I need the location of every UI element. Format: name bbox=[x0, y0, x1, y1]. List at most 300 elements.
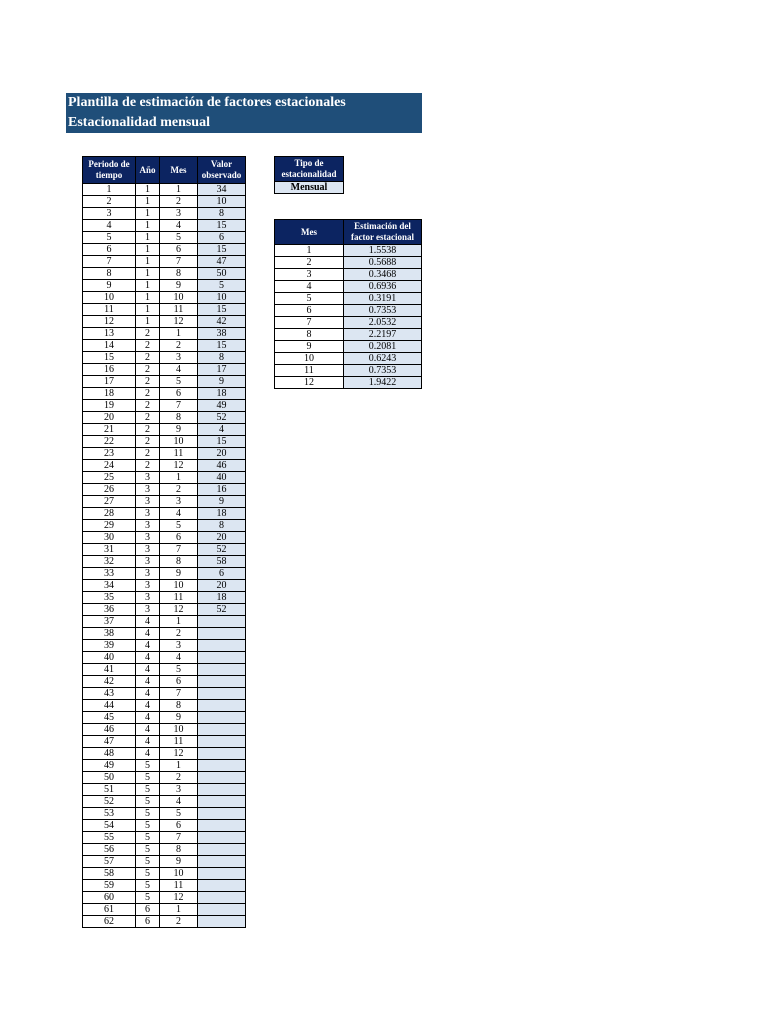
observed-value-cell[interactable] bbox=[198, 748, 246, 760]
period-cell: 37 bbox=[83, 616, 136, 628]
factor-month-cell: 1 bbox=[275, 245, 344, 257]
table-row bbox=[83, 772, 246, 784]
table-row bbox=[83, 556, 246, 568]
period-cell: 11 bbox=[83, 304, 136, 316]
table-row bbox=[83, 700, 246, 712]
year-cell: 4 bbox=[136, 652, 160, 664]
period-cell: 7 bbox=[83, 256, 136, 268]
table-row bbox=[83, 892, 246, 904]
month-cell: 7 bbox=[160, 832, 198, 844]
observed-value-cell[interactable]: 50 bbox=[198, 268, 246, 280]
table-row bbox=[83, 436, 246, 448]
month-cell: 11 bbox=[160, 880, 198, 892]
table-row bbox=[83, 328, 246, 340]
observed-value-cell[interactable]: 52 bbox=[198, 544, 246, 556]
observed-value-cell[interactable] bbox=[198, 736, 246, 748]
table-row bbox=[83, 868, 246, 880]
table-row bbox=[83, 688, 246, 700]
observed-value-cell[interactable]: 40 bbox=[198, 472, 246, 484]
table-row bbox=[83, 256, 246, 268]
observed-value-cell[interactable] bbox=[198, 760, 246, 772]
table-row bbox=[83, 592, 246, 604]
table-row bbox=[83, 748, 246, 760]
table-row bbox=[83, 652, 246, 664]
table-row bbox=[83, 448, 246, 460]
observed-value-cell[interactable]: 46 bbox=[198, 460, 246, 472]
year-cell: 5 bbox=[136, 760, 160, 772]
year-cell: 4 bbox=[136, 748, 160, 760]
seasonality-type-value[interactable]: Mensual bbox=[275, 182, 344, 194]
observed-value-cell[interactable]: 42 bbox=[198, 316, 246, 328]
year-cell: 1 bbox=[136, 208, 160, 220]
observed-value-cell[interactable]: 47 bbox=[198, 256, 246, 268]
header-periodo: Periodo de tiempo bbox=[83, 157, 136, 184]
factor-value-cell: 2.0532 bbox=[344, 317, 422, 329]
year-cell: 3 bbox=[136, 532, 160, 544]
table-row bbox=[83, 904, 246, 916]
observed-value-cell[interactable] bbox=[198, 628, 246, 640]
year-cell: 2 bbox=[136, 412, 160, 424]
factor-row bbox=[275, 365, 422, 377]
month-cell: 4 bbox=[160, 652, 198, 664]
month-cell: 2 bbox=[160, 484, 198, 496]
month-cell: 3 bbox=[160, 352, 198, 364]
factor-month-cell: 7 bbox=[275, 317, 344, 329]
observed-value-cell[interactable] bbox=[198, 652, 246, 664]
table-row bbox=[83, 376, 246, 388]
observed-value-cell[interactable]: 58 bbox=[198, 556, 246, 568]
table-row bbox=[83, 184, 246, 196]
month-cell: 8 bbox=[160, 844, 198, 856]
table-row bbox=[83, 424, 246, 436]
period-cell: 14 bbox=[83, 340, 136, 352]
month-cell: 1 bbox=[160, 904, 198, 916]
month-cell: 3 bbox=[160, 640, 198, 652]
period-cell: 4 bbox=[83, 220, 136, 232]
month-cell: 6 bbox=[160, 244, 198, 256]
table-row bbox=[83, 880, 246, 892]
year-cell: 2 bbox=[136, 448, 160, 460]
month-cell: 6 bbox=[160, 388, 198, 400]
period-cell: 32 bbox=[83, 556, 136, 568]
table-row bbox=[83, 304, 246, 316]
year-cell: 3 bbox=[136, 496, 160, 508]
table-row bbox=[83, 820, 246, 832]
period-cell: 62 bbox=[83, 916, 136, 928]
year-cell: 5 bbox=[136, 868, 160, 880]
month-cell: 5 bbox=[160, 376, 198, 388]
period-cell: 5 bbox=[83, 232, 136, 244]
observed-value-cell[interactable] bbox=[198, 844, 246, 856]
year-cell: 1 bbox=[136, 268, 160, 280]
year-cell: 2 bbox=[136, 340, 160, 352]
month-cell: 9 bbox=[160, 856, 198, 868]
period-cell: 36 bbox=[83, 604, 136, 616]
month-cell: 6 bbox=[160, 820, 198, 832]
observed-value-cell[interactable]: 52 bbox=[198, 412, 246, 424]
period-cell: 56 bbox=[83, 844, 136, 856]
observed-value-cell[interactable] bbox=[198, 880, 246, 892]
period-cell: 3 bbox=[83, 208, 136, 220]
observed-value-cell[interactable] bbox=[198, 772, 246, 784]
header-ano: Año bbox=[136, 157, 160, 184]
period-cell: 45 bbox=[83, 712, 136, 724]
factor-month-cell: 12 bbox=[275, 377, 344, 389]
period-cell: 54 bbox=[83, 820, 136, 832]
observed-value-cell[interactable]: 18 bbox=[198, 592, 246, 604]
period-cell: 47 bbox=[83, 736, 136, 748]
observed-value-cell[interactable]: 20 bbox=[198, 532, 246, 544]
observed-value-cell[interactable]: 9 bbox=[198, 376, 246, 388]
year-cell: 5 bbox=[136, 784, 160, 796]
year-cell: 5 bbox=[136, 772, 160, 784]
table-row bbox=[83, 508, 246, 520]
year-cell: 3 bbox=[136, 592, 160, 604]
period-cell: 57 bbox=[83, 856, 136, 868]
month-cell: 10 bbox=[160, 292, 198, 304]
observed-value-cell[interactable]: 15 bbox=[198, 220, 246, 232]
year-cell: 4 bbox=[136, 676, 160, 688]
year-cell: 4 bbox=[136, 724, 160, 736]
observed-value-cell[interactable] bbox=[198, 904, 246, 916]
observed-value-cell[interactable] bbox=[198, 676, 246, 688]
period-cell: 25 bbox=[83, 472, 136, 484]
observed-value-cell[interactable]: 20 bbox=[198, 580, 246, 592]
year-cell: 6 bbox=[136, 916, 160, 928]
year-cell: 3 bbox=[136, 568, 160, 580]
observed-value-cell[interactable] bbox=[198, 868, 246, 880]
observed-value-cell[interactable]: 20 bbox=[198, 448, 246, 460]
observed-value-cell[interactable]: 8 bbox=[198, 352, 246, 364]
month-cell: 7 bbox=[160, 688, 198, 700]
year-cell: 1 bbox=[136, 244, 160, 256]
period-cell: 40 bbox=[83, 652, 136, 664]
observed-value-cell[interactable] bbox=[198, 808, 246, 820]
table-row bbox=[83, 208, 246, 220]
period-cell: 20 bbox=[83, 412, 136, 424]
factor-row bbox=[275, 329, 422, 341]
month-cell: 8 bbox=[160, 412, 198, 424]
year-cell: 4 bbox=[136, 616, 160, 628]
period-cell: 29 bbox=[83, 520, 136, 532]
factor-value-cell: 0.3191 bbox=[344, 293, 422, 305]
period-cell: 23 bbox=[83, 448, 136, 460]
factor-row bbox=[275, 293, 422, 305]
period-cell: 46 bbox=[83, 724, 136, 736]
table-row bbox=[83, 364, 246, 376]
year-cell: 5 bbox=[136, 892, 160, 904]
period-cell: 61 bbox=[83, 904, 136, 916]
factor-row bbox=[275, 269, 422, 281]
month-cell: 3 bbox=[160, 208, 198, 220]
observed-value-cell[interactable] bbox=[198, 700, 246, 712]
observed-value-cell[interactable] bbox=[198, 688, 246, 700]
year-cell: 1 bbox=[136, 256, 160, 268]
observed-value-cell[interactable] bbox=[198, 892, 246, 904]
table-row bbox=[83, 460, 246, 472]
period-cell: 16 bbox=[83, 364, 136, 376]
table-row bbox=[83, 616, 246, 628]
month-cell: 11 bbox=[160, 304, 198, 316]
month-cell: 4 bbox=[160, 364, 198, 376]
year-cell: 2 bbox=[136, 352, 160, 364]
observed-value-cell[interactable]: 38 bbox=[198, 328, 246, 340]
month-cell: 3 bbox=[160, 496, 198, 508]
observed-value-cell[interactable]: 5 bbox=[198, 280, 246, 292]
factor-row bbox=[275, 353, 422, 365]
table-row bbox=[83, 484, 246, 496]
period-cell: 13 bbox=[83, 328, 136, 340]
month-cell: 12 bbox=[160, 460, 198, 472]
observed-value-cell[interactable] bbox=[198, 916, 246, 928]
table-row bbox=[83, 340, 246, 352]
month-cell: 11 bbox=[160, 592, 198, 604]
month-cell: 6 bbox=[160, 676, 198, 688]
year-cell: 5 bbox=[136, 796, 160, 808]
observed-value-cell[interactable]: 49 bbox=[198, 400, 246, 412]
month-cell: 2 bbox=[160, 628, 198, 640]
year-cell: 5 bbox=[136, 880, 160, 892]
observed-value-cell[interactable] bbox=[198, 664, 246, 676]
table-row bbox=[83, 268, 246, 280]
period-cell: 18 bbox=[83, 388, 136, 400]
factor-month-cell: 5 bbox=[275, 293, 344, 305]
period-cell: 53 bbox=[83, 808, 136, 820]
period-cell: 19 bbox=[83, 400, 136, 412]
observed-value-cell[interactable]: 52 bbox=[198, 604, 246, 616]
table-row bbox=[83, 640, 246, 652]
month-cell: 5 bbox=[160, 664, 198, 676]
factor-value-cell: 1.9422 bbox=[344, 377, 422, 389]
table-row bbox=[83, 496, 246, 508]
year-cell: 4 bbox=[136, 640, 160, 652]
period-cell: 17 bbox=[83, 376, 136, 388]
table-row bbox=[83, 244, 246, 256]
period-cell: 42 bbox=[83, 676, 136, 688]
month-cell: 6 bbox=[160, 532, 198, 544]
observed-value-cell[interactable]: 15 bbox=[198, 244, 246, 256]
table-row bbox=[83, 856, 246, 868]
observed-value-cell[interactable]: 18 bbox=[198, 388, 246, 400]
period-cell: 48 bbox=[83, 748, 136, 760]
observed-value-cell[interactable]: 6 bbox=[198, 232, 246, 244]
observed-value-cell[interactable]: 34 bbox=[198, 184, 246, 196]
data-table bbox=[82, 156, 246, 928]
month-cell: 1 bbox=[160, 328, 198, 340]
year-cell: 6 bbox=[136, 904, 160, 916]
year-cell: 3 bbox=[136, 472, 160, 484]
observed-value-cell[interactable] bbox=[198, 856, 246, 868]
observed-value-cell[interactable] bbox=[198, 712, 246, 724]
table-row bbox=[83, 316, 246, 328]
year-cell: 1 bbox=[136, 292, 160, 304]
year-cell: 3 bbox=[136, 604, 160, 616]
year-cell: 1 bbox=[136, 304, 160, 316]
month-cell: 2 bbox=[160, 340, 198, 352]
year-cell: 5 bbox=[136, 832, 160, 844]
month-cell: 3 bbox=[160, 784, 198, 796]
table-row bbox=[83, 736, 246, 748]
month-cell: 11 bbox=[160, 736, 198, 748]
observed-value-cell[interactable] bbox=[198, 616, 246, 628]
factor-value-cell: 0.6936 bbox=[344, 281, 422, 293]
table-row bbox=[83, 352, 246, 364]
observed-value-cell[interactable]: 9 bbox=[198, 496, 246, 508]
factor-row bbox=[275, 305, 422, 317]
year-cell: 3 bbox=[136, 580, 160, 592]
month-cell: 2 bbox=[160, 196, 198, 208]
period-cell: 6 bbox=[83, 244, 136, 256]
period-cell: 38 bbox=[83, 628, 136, 640]
table-row bbox=[83, 520, 246, 532]
period-cell: 34 bbox=[83, 580, 136, 592]
year-cell: 5 bbox=[136, 856, 160, 868]
year-cell: 2 bbox=[136, 424, 160, 436]
year-cell: 3 bbox=[136, 508, 160, 520]
header-factor-estimacion: Estimación del factor estacional bbox=[344, 220, 422, 245]
year-cell: 2 bbox=[136, 328, 160, 340]
month-cell: 12 bbox=[160, 316, 198, 328]
month-cell: 12 bbox=[160, 892, 198, 904]
month-cell: 5 bbox=[160, 520, 198, 532]
table-row bbox=[83, 832, 246, 844]
year-cell: 2 bbox=[136, 400, 160, 412]
observed-value-cell[interactable]: 10 bbox=[198, 292, 246, 304]
factor-value-cell: 0.2081 bbox=[344, 341, 422, 353]
table-row bbox=[83, 760, 246, 772]
year-cell: 1 bbox=[136, 232, 160, 244]
period-cell: 9 bbox=[83, 280, 136, 292]
page-title: Plantilla de estimación de factores estacionales bbox=[68, 95, 346, 110]
header-factor-mes: Mes bbox=[275, 220, 344, 245]
year-cell: 3 bbox=[136, 556, 160, 568]
observed-value-cell[interactable]: 17 bbox=[198, 364, 246, 376]
year-cell: 4 bbox=[136, 664, 160, 676]
month-cell: 11 bbox=[160, 448, 198, 460]
factor-table bbox=[274, 219, 422, 389]
year-cell: 1 bbox=[136, 196, 160, 208]
factor-value-cell: 0.7353 bbox=[344, 365, 422, 377]
page-subtitle: Estacionalidad mensual bbox=[68, 115, 210, 130]
year-cell: 3 bbox=[136, 520, 160, 532]
period-cell: 50 bbox=[83, 772, 136, 784]
month-cell: 12 bbox=[160, 604, 198, 616]
period-cell: 33 bbox=[83, 568, 136, 580]
month-cell: 8 bbox=[160, 700, 198, 712]
period-cell: 59 bbox=[83, 880, 136, 892]
month-cell: 10 bbox=[160, 868, 198, 880]
factor-month-cell: 3 bbox=[275, 269, 344, 281]
observed-value-cell[interactable]: 16 bbox=[198, 484, 246, 496]
month-cell: 4 bbox=[160, 508, 198, 520]
observed-value-cell[interactable] bbox=[198, 784, 246, 796]
observed-value-cell[interactable]: 4 bbox=[198, 424, 246, 436]
observed-value-cell[interactable]: 15 bbox=[198, 304, 246, 316]
header-valor: Valor observado bbox=[198, 157, 246, 184]
observed-value-cell[interactable]: 15 bbox=[198, 340, 246, 352]
year-cell: 3 bbox=[136, 544, 160, 556]
period-cell: 28 bbox=[83, 508, 136, 520]
month-cell: 10 bbox=[160, 724, 198, 736]
period-cell: 2 bbox=[83, 196, 136, 208]
observed-value-cell[interactable]: 15 bbox=[198, 436, 246, 448]
observed-value-cell[interactable] bbox=[198, 724, 246, 736]
observed-value-cell[interactable]: 18 bbox=[198, 508, 246, 520]
table-row bbox=[83, 664, 246, 676]
period-cell: 51 bbox=[83, 784, 136, 796]
month-cell: 1 bbox=[160, 472, 198, 484]
factor-month-cell: 6 bbox=[275, 305, 344, 317]
year-cell: 2 bbox=[136, 376, 160, 388]
period-cell: 30 bbox=[83, 532, 136, 544]
factor-row bbox=[275, 317, 422, 329]
factor-value-cell: 0.5688 bbox=[344, 257, 422, 269]
period-cell: 58 bbox=[83, 868, 136, 880]
year-cell: 5 bbox=[136, 820, 160, 832]
table-row bbox=[83, 568, 246, 580]
observed-value-cell[interactable] bbox=[198, 820, 246, 832]
table-row bbox=[83, 796, 246, 808]
observed-value-cell[interactable]: 8 bbox=[198, 520, 246, 532]
table-row bbox=[83, 388, 246, 400]
year-cell: 2 bbox=[136, 364, 160, 376]
observed-value-cell[interactable] bbox=[198, 640, 246, 652]
month-cell: 7 bbox=[160, 544, 198, 556]
observed-value-cell[interactable]: 8 bbox=[198, 208, 246, 220]
table-row bbox=[83, 196, 246, 208]
seasonality-type-table bbox=[274, 156, 344, 194]
period-cell: 1 bbox=[83, 184, 136, 196]
period-cell: 31 bbox=[83, 544, 136, 556]
month-cell: 5 bbox=[160, 232, 198, 244]
year-cell: 1 bbox=[136, 220, 160, 232]
month-cell: 7 bbox=[160, 256, 198, 268]
factor-row bbox=[275, 245, 422, 257]
observed-value-cell[interactable]: 6 bbox=[198, 568, 246, 580]
year-cell: 1 bbox=[136, 280, 160, 292]
year-cell: 1 bbox=[136, 316, 160, 328]
month-cell: 7 bbox=[160, 400, 198, 412]
period-cell: 44 bbox=[83, 700, 136, 712]
observed-value-cell[interactable]: 10 bbox=[198, 196, 246, 208]
month-cell: 12 bbox=[160, 748, 198, 760]
factor-month-cell: 11 bbox=[275, 365, 344, 377]
period-cell: 39 bbox=[83, 640, 136, 652]
year-cell: 2 bbox=[136, 436, 160, 448]
observed-value-cell[interactable] bbox=[198, 832, 246, 844]
period-cell: 22 bbox=[83, 436, 136, 448]
month-cell: 8 bbox=[160, 268, 198, 280]
observed-value-cell[interactable] bbox=[198, 796, 246, 808]
table-row bbox=[83, 676, 246, 688]
factor-value-cell: 0.7353 bbox=[344, 305, 422, 317]
table-row bbox=[83, 400, 246, 412]
factor-row bbox=[275, 257, 422, 269]
table-row bbox=[83, 808, 246, 820]
header-mes: Mes bbox=[160, 157, 198, 184]
table-row bbox=[83, 580, 246, 592]
year-cell: 4 bbox=[136, 700, 160, 712]
factor-value-cell: 0.3468 bbox=[344, 269, 422, 281]
month-cell: 9 bbox=[160, 712, 198, 724]
month-cell: 2 bbox=[160, 916, 198, 928]
month-cell: 1 bbox=[160, 184, 198, 196]
header-tipo: Tipo de estacionalidad bbox=[275, 157, 344, 182]
year-cell: 5 bbox=[136, 844, 160, 856]
table-row bbox=[83, 628, 246, 640]
year-cell: 1 bbox=[136, 184, 160, 196]
month-cell: 5 bbox=[160, 808, 198, 820]
